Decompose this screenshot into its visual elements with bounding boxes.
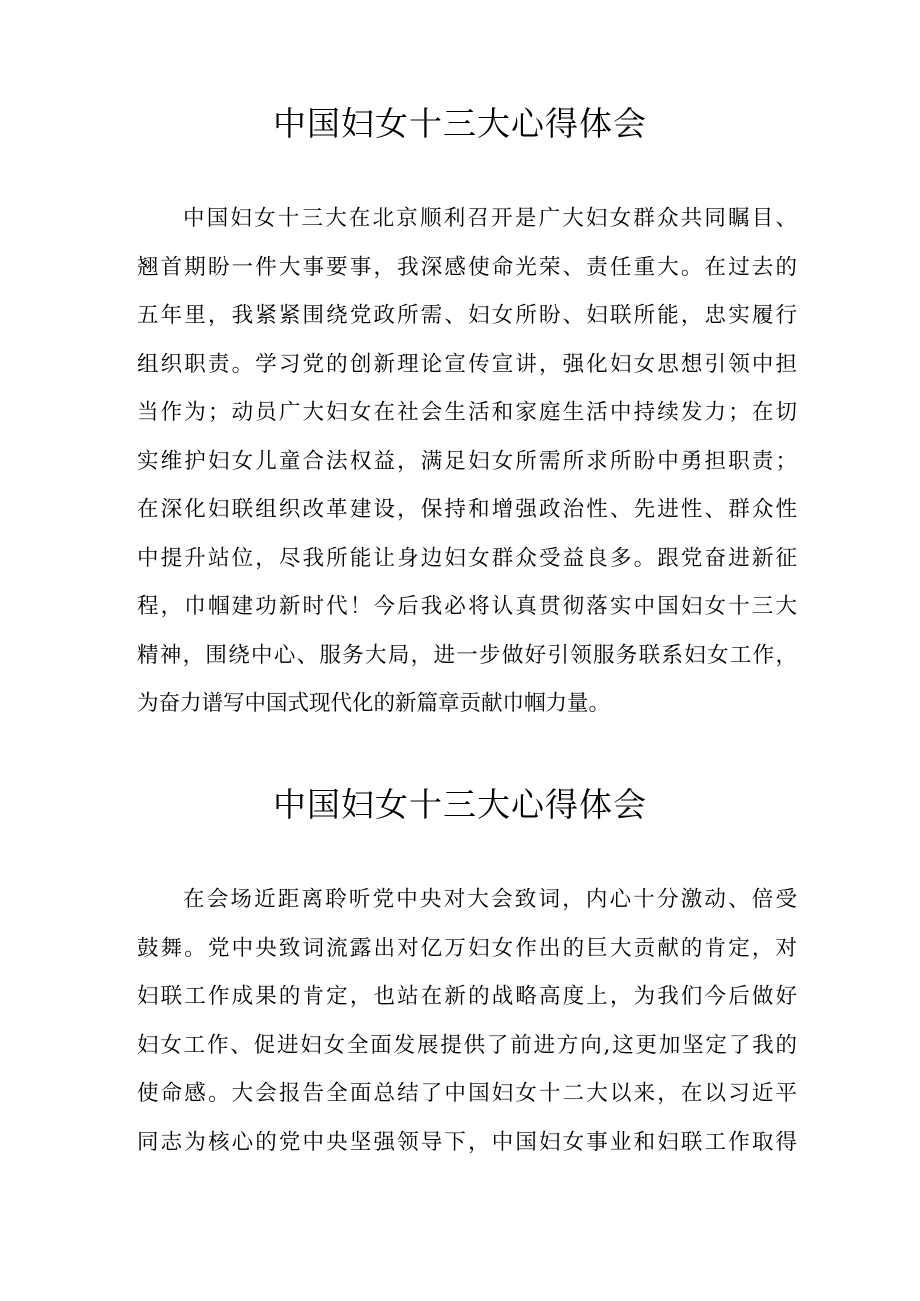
section-title: 中国妇女十三大心得体会 <box>273 104 647 143</box>
text-line: 同志为核心的党中央坚强领导下，中国妇女事业和妇联工作取得 <box>137 1129 797 1155</box>
text-line: 组织职责。学习党的创新理论宣传宣讲，强化妇女思想引领中担 <box>137 351 797 377</box>
text-line: 鼓舞。党中央致词流露出对亿万妇女作出的巨大贡献的肯定，对 <box>137 935 797 961</box>
text-line: 精神，围绕中心、服务大局，进一步做好引领服务联系妇女工作， <box>137 642 797 668</box>
text-line: 在深化妇联组织改革建设，保持和增强政治性、先进性、群众性 <box>137 497 797 522</box>
text-line: 妇联工作成果的肯定，也站在新的战略高度上，为我们今后做好 <box>137 984 797 1009</box>
section-body <box>137 195 797 729</box>
text-line: 在会场近距离聆听党中央对大会致词，内心十分激动、倍受 <box>183 887 797 912</box>
section-title: 中国妇女十三大心得体会 <box>273 785 647 824</box>
text-line: 妇女工作、促进妇女全面发展提供了前进方向,这更加坚定了我的 <box>137 1032 797 1058</box>
text-line: 翘首期盼一件大事要事，我深感使命光荣、责任重大。在过去的 <box>137 254 797 280</box>
text-line: 中提升站位，尽我所能让身边妇女群众受益良多。跟党奋进新征 <box>137 545 797 571</box>
text-line: 五年里，我紧紧围绕党政所需、妇女所盼、妇联所能，忠实履行 <box>137 303 797 328</box>
text-line: 当作为；动员广大妇女在社会生活和家庭生活中持续发力；在切 <box>137 400 797 425</box>
text-line: 使命感。大会报告全面总结了中国妇女十二大以来，在以习近平 <box>137 1081 797 1106</box>
text-line: 中国妇女十三大在北京顺利召开是广大妇女群众共同瞩目、 <box>183 206 797 231</box>
text-line: 为奋力谱写中国式现代化的新篇章贡献巾帼力量。 <box>137 691 611 716</box>
text-line: 程，巾帼建功新时代！今后我必将认真贯彻落实中国妇女十三大 <box>137 594 797 619</box>
section-body <box>137 876 797 1167</box>
text-line: 实维护妇女儿童合法权益，满足妇女所需所求所盼中勇担职责； <box>137 448 797 474</box>
